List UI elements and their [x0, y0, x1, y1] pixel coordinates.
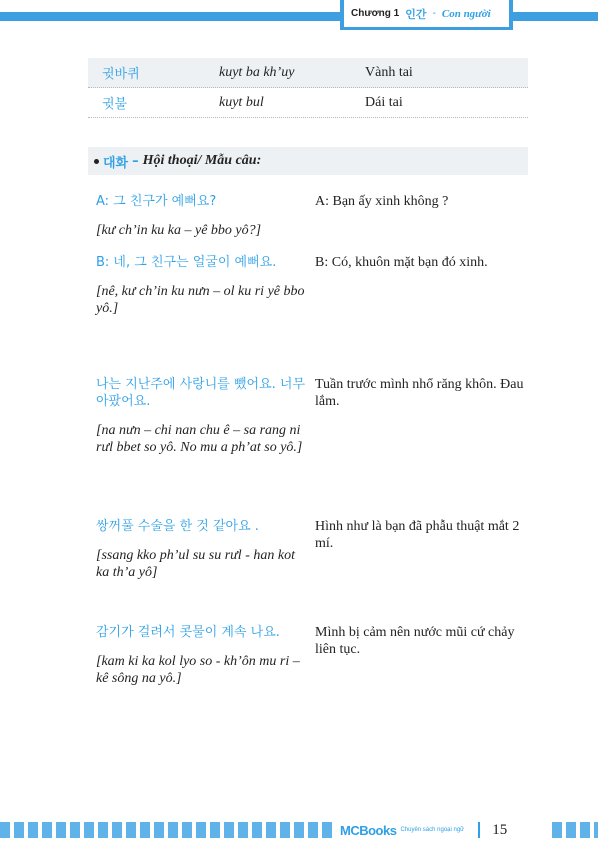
- chapter-title-korean: 인간: [405, 7, 427, 21]
- dialogue-source: [96, 254, 306, 317]
- vocab-pronunciation: kuyt ba kh’uy: [219, 64, 295, 80]
- korean-sentence: 쌍꺼풀 수술을 한 것 같아요 .: [96, 519, 259, 534]
- vietnamese-translation: A: Bạn ấy xinh không ?: [315, 194, 449, 209]
- chapter-label: Chương 1: [351, 8, 400, 19]
- section-title-korean: 대화: [103, 155, 129, 171]
- footer-brand: [340, 821, 507, 839]
- vocab-row: [88, 58, 528, 88]
- section-header: [88, 147, 528, 175]
- dialogue-source: [96, 193, 306, 239]
- vocab-pronunciation: kuyt bul: [219, 94, 264, 110]
- dialogue-source: [96, 376, 306, 456]
- pronunciation: [ssang kko ph’ul su su rưl - han kot ka th’a yô]: [96, 548, 295, 580]
- vocab-meaning: Vành tai: [365, 64, 413, 80]
- vocab-table: [88, 58, 528, 118]
- pronunciation: [na nưn – chi nan chu ê – sa rang ni rưl bbet so yô. No mu a ph’at so yô.]: [96, 423, 303, 455]
- vietnamese-translation: B: Có, khuôn mặt bạn đó xinh.: [315, 255, 488, 270]
- pronunciation: [kư ch’in ku ka – yê bbo yô?]: [96, 223, 262, 238]
- vocab-row: [88, 88, 528, 118]
- footer-stripes-right: [552, 822, 598, 838]
- vietnamese-translation: Hình như là bạn đã phẫu thuật mắt 2 mí.: [315, 519, 520, 551]
- vocab-korean: 귓불: [102, 97, 128, 112]
- pronunciation: [kam ki ka kol lyo so - kh’ôn mu ri – kê sông na yô.]: [96, 654, 300, 686]
- chapter-title-vietnamese: Con người: [441, 7, 491, 20]
- dialogue-source: [96, 624, 306, 687]
- chapter-header: [340, 0, 513, 30]
- page-number: 15: [492, 821, 508, 838]
- korean-sentence: 감기가 걸려서 콧물이 계속 나요.: [96, 625, 280, 640]
- brand-tagline: Chuyên sách ngoại ngữ: [400, 827, 465, 833]
- korean-sentence: 나는 지난주에 사랑니를 뺐어요. 너무 아팠어요.: [96, 377, 306, 409]
- chapter-separator: -: [432, 8, 436, 19]
- footer-divider: [478, 822, 480, 838]
- bullet-icon: [94, 159, 99, 164]
- dialogue-source: [96, 518, 306, 581]
- korean-sentence: B: 네, 그 친구는 얼굴이 예뻐요.: [96, 255, 277, 270]
- brand-logo: MCBooks: [340, 822, 397, 838]
- vietnamese-translation: Tuần trước mình nhổ răng khôn. Đau lắm.: [315, 377, 524, 409]
- section-title-vietnamese: Hội thoại/ Mẫu câu:: [142, 153, 262, 168]
- section-dash: –: [132, 153, 139, 169]
- vietnamese-translation: Mình bị cảm nên nước mũi cứ chảy liên tục.: [315, 625, 515, 657]
- vocab-korean: 귓바퀴: [102, 67, 140, 82]
- korean-sentence: A: 그 친구가 예뻐요?: [96, 194, 217, 209]
- vocab-meaning: Dái tai: [365, 94, 403, 110]
- footer-stripes-left: [0, 822, 334, 838]
- pronunciation: [nê, kư ch’in ku nưn – ol ku ri yê bbo yô.]: [96, 284, 305, 316]
